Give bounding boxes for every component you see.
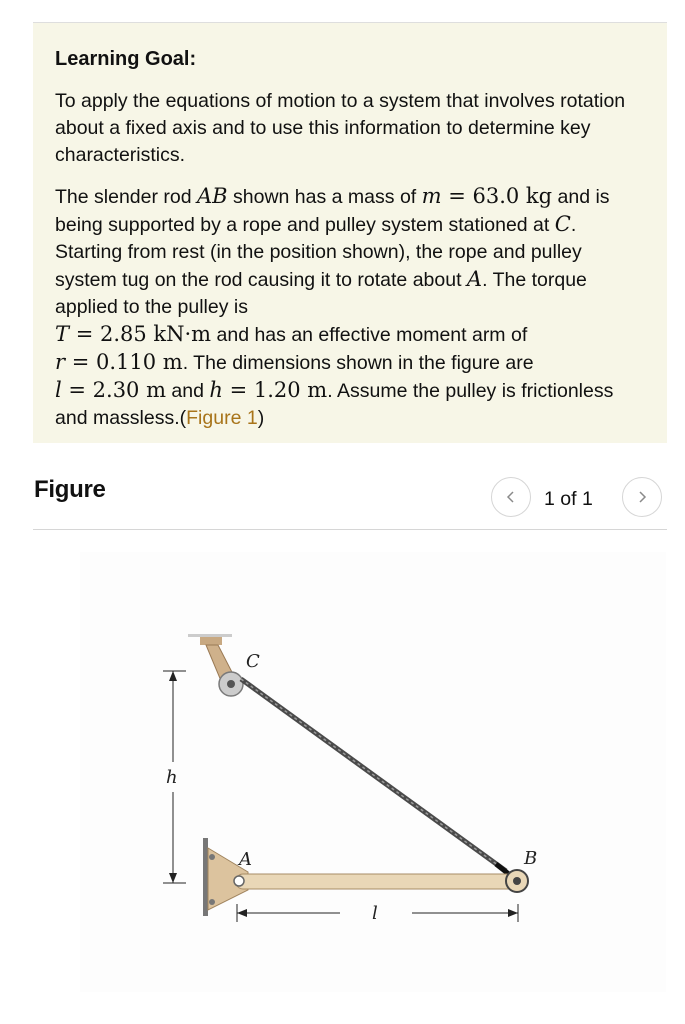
wall-plate bbox=[203, 838, 208, 916]
text: shown has a mass of bbox=[227, 186, 422, 208]
math-a: A bbox=[466, 267, 483, 291]
text: . The dimensions shown in the figure are bbox=[182, 352, 534, 374]
math-l-value: = 2.30 m bbox=[61, 378, 167, 402]
math-r-value: = 0.110 m bbox=[65, 350, 183, 374]
label-l: l bbox=[372, 903, 378, 924]
learning-goal-box bbox=[33, 23, 667, 443]
previous-figure-button[interactable] bbox=[491, 477, 531, 517]
bolt bbox=[209, 854, 215, 860]
text: The slender rod bbox=[55, 186, 197, 208]
next-figure-button[interactable] bbox=[622, 477, 662, 517]
ceiling-bracket bbox=[200, 637, 222, 645]
label-b: B bbox=[524, 848, 538, 869]
text: and has an effective moment arm of bbox=[211, 324, 528, 346]
learning-goal-title: Learning Goal: bbox=[55, 48, 197, 70]
math-h-symbol: h bbox=[209, 378, 223, 402]
figure-heading: Figure bbox=[34, 476, 106, 503]
pin-a bbox=[234, 876, 244, 886]
pulley-hub bbox=[227, 680, 235, 688]
math-m-symbol: m bbox=[421, 184, 442, 208]
figure-link[interactable]: Figure 1 bbox=[186, 407, 258, 429]
bolt bbox=[209, 899, 215, 905]
rod-ab bbox=[236, 874, 518, 889]
text: . Assume the pulley is frictionless and massless.( bbox=[55, 380, 614, 429]
figure-divider bbox=[33, 529, 667, 530]
math-ab: AB bbox=[197, 184, 228, 208]
math-t-value: = 2.85 kN·m bbox=[69, 322, 212, 346]
math-m-value: = 63.0 kg bbox=[441, 184, 553, 208]
label-a: A bbox=[239, 849, 252, 870]
text: and bbox=[166, 380, 210, 402]
label-c: C bbox=[246, 651, 260, 672]
math-c: C bbox=[554, 212, 571, 236]
rod-pulley-figure bbox=[0, 540, 685, 1020]
chevron-right-icon bbox=[635, 490, 649, 504]
text: . Starting from rest (in the position shown), the rope and pulley system tug on the rod causing it to rotate about bbox=[55, 214, 582, 291]
pin-b-center bbox=[513, 877, 521, 885]
text: and is being supported by a rope and pulley system stationed at bbox=[55, 186, 610, 236]
ceiling-plate bbox=[188, 634, 232, 637]
math-h-value: = 1.20 m bbox=[222, 378, 328, 402]
problem-statement bbox=[55, 183, 645, 432]
text: . The torque applied to the pulley is bbox=[55, 269, 587, 318]
math-r-symbol: r bbox=[55, 350, 66, 374]
math-t-symbol: T bbox=[55, 322, 70, 346]
math-l-symbol: l bbox=[55, 378, 62, 402]
learning-goal-intro: To apply the equations of motion to a system that involves rotation about a fixed axis and to use this information to determine key characteristics. bbox=[55, 90, 626, 166]
text: ) bbox=[257, 407, 265, 429]
chevron-left-icon bbox=[504, 490, 518, 504]
figure-counter: 1 of 1 bbox=[544, 488, 593, 510]
label-h: h bbox=[166, 767, 178, 788]
